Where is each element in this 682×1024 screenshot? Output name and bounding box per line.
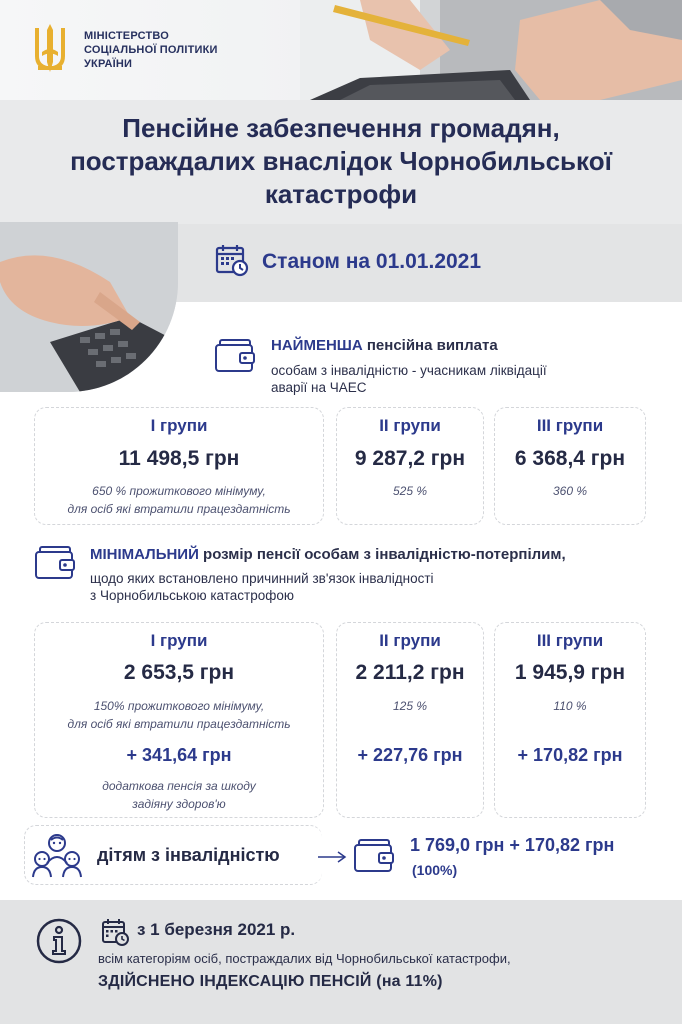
card-note: [337, 482, 483, 500]
card-note: [495, 697, 645, 715]
minimal-highlight: МІНІМАЛЬНИЙ: [90, 546, 199, 563]
title-line: постраждалих внаслідок Чорнобильської: [70, 146, 612, 176]
ministry-line: МІНІСТЕРСТВО: [84, 30, 170, 42]
card-note-line: 360 %: [552, 484, 588, 498]
subtitle-line: особам з інвалідністю - учасникам ліквідації: [271, 363, 547, 378]
info-icon: [35, 917, 83, 965]
title-line: Пенсійне забезпечення громадян,: [122, 113, 560, 143]
card-note: [337, 697, 483, 715]
wallet-icon: [34, 545, 76, 581]
card-note-line: 650 % прожиткового мінімуму,: [92, 484, 266, 498]
ministry-line: УКРАЇНИ: [84, 58, 133, 70]
lowest-highlight: НАЙМЕНША: [271, 337, 363, 354]
footer-date: з 1 березня 2021 р.: [137, 920, 296, 939]
lowest-section-subtitle: [271, 362, 547, 396]
minimal-card-group-3: [494, 622, 646, 818]
page-title: [0, 112, 682, 211]
footer-indexation-text: ЗДІЙСНЕНО ІНДЕКСАЦІЮ ПЕНСІЙ: [98, 973, 372, 990]
minimal-section-title: [90, 546, 566, 563]
hands-writing-photo: [300, 0, 682, 100]
lowest-card-group-2: [336, 407, 484, 525]
subtitle-line: аварії на ЧАЕС: [271, 380, 367, 395]
minimal-rest: розмір пенсії особам з інвалідністю-потерпілим,: [198, 546, 566, 563]
subtitle-line: з Чорнобильською катастрофою: [90, 588, 294, 603]
lowest-card-group-3: [494, 407, 646, 525]
card-group-label: І групи: [150, 416, 208, 435]
footer-text: всім категоріям осіб, постраждалих від Чорнобильської катастрофи,: [98, 951, 511, 966]
minimal-section-subtitle: [90, 570, 434, 604]
ministry-name: [84, 29, 218, 71]
minimal-card-group-2: [336, 622, 484, 818]
card-group-label: ІІІ групи: [536, 631, 604, 650]
card-amount: 9 287,2 грн: [354, 447, 466, 470]
children-label: дітям з інвалідністю: [97, 845, 280, 865]
subtitle-line: щодо яких встановлено причинний зв'язок інвалідності: [90, 571, 434, 586]
card-group-label: ІІІ групи: [536, 416, 604, 435]
arrow-right-icon: [318, 850, 348, 864]
card-note-line: для осіб які втратили працездатність: [67, 502, 291, 516]
card-additional-amount: + 170,82 грн: [517, 745, 623, 765]
card-group-label: ІІ групи: [379, 631, 441, 650]
card-note: [35, 482, 323, 518]
trident-emblem-icon: [30, 22, 70, 74]
card-note-line: задіяну здоров'ю: [132, 797, 226, 811]
wallet-icon: [353, 838, 395, 874]
ministry-line: СОЦІАЛЬНОЇ ПОЛІТИКИ: [84, 44, 218, 56]
card-note: [35, 697, 323, 733]
card-note-line: для осіб які втратили працездатність: [67, 717, 291, 731]
lowest-section-title: [271, 337, 498, 354]
card-amount: 1 945,9 грн: [514, 661, 626, 684]
card-note-line: 110 %: [553, 699, 587, 713]
lowest-card-group-1: [34, 407, 324, 525]
card-amount: 2 653,5 грн: [123, 661, 235, 684]
minimal-card-group-1: [34, 622, 324, 818]
card-note-line: додаткова пенсія за шкоду: [102, 779, 256, 793]
children-percent: (100%): [412, 862, 458, 878]
children-icon: [32, 831, 82, 879]
card-additional-note: [35, 777, 323, 813]
wallet-icon: [214, 338, 256, 374]
card-amount: 2 211,2 грн: [355, 661, 465, 684]
card-note-line: 150% прожиткового мінімуму,: [93, 699, 265, 713]
calculator-photo: [0, 222, 178, 392]
footer-indexation-percent: (на 11%): [371, 973, 443, 990]
card-additional-amount: + 227,76 грн: [357, 745, 463, 765]
card-group-label: І групи: [150, 631, 208, 650]
card-amount: 11 498,5 грн: [118, 447, 240, 470]
card-group-label: ІІ групи: [379, 416, 441, 435]
children-amount: 1 769,0 грн + 170,82 грн: [410, 835, 615, 855]
card-note-line: 525 %: [392, 484, 428, 498]
card-amount: 6 368,4 грн: [514, 447, 626, 470]
calendar-icon: [215, 243, 249, 277]
card-note-line: 125 %: [392, 699, 428, 713]
card-note: [495, 482, 645, 500]
footer-indexation: [98, 973, 443, 991]
title-line: катастрофи: [264, 179, 418, 209]
lowest-rest: пенсійна виплата: [362, 337, 498, 354]
date-label: Станом на 01.01.2021: [262, 250, 482, 273]
header: [0, 0, 682, 100]
card-additional-amount: + 341,64 грн: [126, 745, 232, 765]
calendar-icon: [101, 918, 129, 946]
